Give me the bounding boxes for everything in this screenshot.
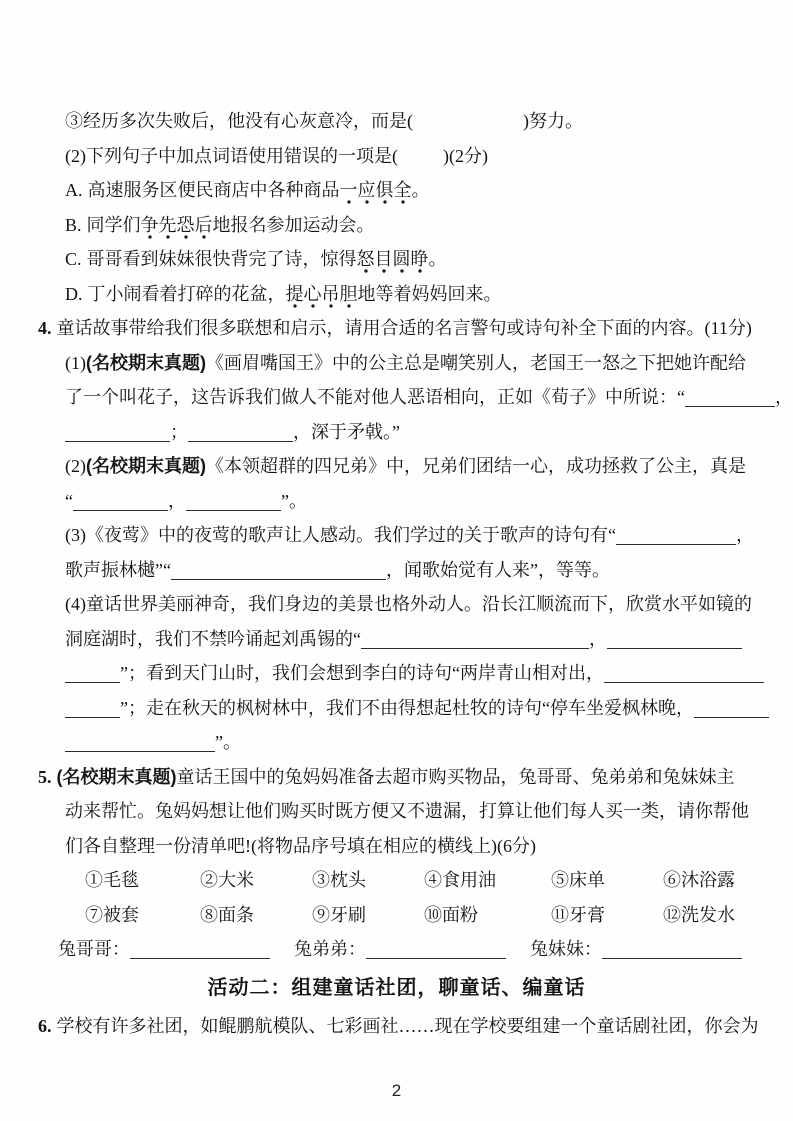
- q4-sub3-text2-end: ，闻歌始觉有人来”，等等。: [385, 559, 610, 580]
- q4-sub3-answer-blank-2: [171, 563, 386, 580]
- q4-stem-text: 童话故事带给我们很多联想和启示，请用合适的名言警句或诗句补全下面的内容。(11分): [56, 318, 752, 338]
- q5-stem-line1: [38, 760, 755, 795]
- q3-item3-text-pre: ③经历多次失败后，他没有心灰意冷，而是(: [65, 111, 413, 131]
- option-d: [38, 277, 755, 312]
- item-rice: ②大米: [200, 870, 254, 890]
- item-blanket: ①毛毯: [85, 870, 139, 890]
- q5-stem-line2: [38, 794, 755, 829]
- q4-sub1-line3: [38, 415, 755, 450]
- answer-blank-younger-brother: [366, 942, 506, 959]
- option-a: [38, 173, 755, 208]
- answer-group-sister: [530, 932, 742, 967]
- option-c: [38, 242, 755, 277]
- q4-sub1-text1: 《画眉嘴国王》中的公主总是嘲笑别人，老国王一怒之下把她许配给: [206, 352, 746, 373]
- q5-text1: 童话王国中的兔妈妈准备去超市购买物品，兔哥哥、兔弟弟和兔妹妹主: [176, 766, 735, 787]
- q4-sub3-line1: [38, 518, 755, 553]
- q4-sub1-text2: 了一个叫花子，这告诉我们做人不能对他人恶语相向，正如《荀子》中所说：“: [65, 387, 685, 407]
- option-a-label: A.: [65, 180, 83, 200]
- q4-stem: [38, 311, 755, 346]
- q4-sub4-line3: [38, 656, 755, 691]
- answer-blank-sister: [602, 942, 742, 959]
- option-d-text: 丁小闹看着打碎的花盆，: [87, 283, 286, 304]
- q4-sub3-text1-end: ，: [735, 525, 754, 545]
- q4-number: 4.: [38, 318, 52, 338]
- answer-group-younger-brother: [294, 932, 506, 967]
- page-number: 2: [391, 1081, 402, 1100]
- option-b-text-post: 地报名参加运动会。: [212, 214, 375, 235]
- q4-sub1-answer-blank-1: [685, 390, 775, 407]
- option-d-label: D.: [65, 283, 83, 304]
- q6-text1: 学校有许多社团，如鲲鹏航模队、七彩画社……现在学校要组建一个童话剧社团，你会为: [56, 1015, 759, 1036]
- q4-sub1-text3-end: ，深于矛戟。”: [293, 421, 400, 442]
- option-c-text-post: 。: [428, 249, 447, 269]
- q4-sub3-line2: [38, 553, 755, 588]
- option-a-text: 高速服务区便民商店中各种商品: [87, 180, 340, 200]
- q4-sub1-answer-blank-3: [188, 425, 293, 442]
- answer-group-brother: [58, 932, 270, 967]
- q4-sub4-answer-blank-3: [65, 666, 120, 683]
- q4-sub1-text3-mid: ；: [170, 421, 188, 442]
- q4-sub1-label: (1): [65, 352, 86, 373]
- q4-sub4-answer-blank-6: [694, 701, 769, 718]
- item-noodles: ⑧面条: [200, 904, 254, 925]
- q4-sub1-line2: [38, 380, 793, 415]
- q4-sub4-text2: 洞庭湖时，我们不禁吟诵起刘禹锡的“: [65, 628, 361, 649]
- q5-stem-line3: [38, 829, 755, 864]
- q4-sub2-answer-blank-2: [186, 494, 281, 511]
- q4-sub4-line5: [38, 725, 755, 760]
- item-pillow: ③枕头: [312, 870, 366, 890]
- option-c-text: 哥哥看到妹妹很快背完了诗，惊得: [86, 249, 357, 269]
- q4-sub3-text1: (3)《夜莺》中的夜莺的歌声让人感动。我们学过的关于歌声的诗句有“: [65, 525, 616, 545]
- q3-sub2-stem-pre: (2)下列句子中加点词语使用错误的一项是(: [65, 145, 398, 166]
- q4-sub4-answer-blank-2: [607, 632, 742, 649]
- q3-sub2-stem: [38, 139, 755, 174]
- q5-source-tag: (名校期末真题): [56, 766, 177, 787]
- q4-sub4-line2: [38, 622, 755, 657]
- q4-sub4-answer-blank-4: [604, 666, 764, 683]
- option-a-emphasized-word: 一应俱全: [340, 180, 412, 205]
- q4-sub4-line4: [38, 691, 755, 726]
- q5-items-row-2: [38, 898, 755, 933]
- q4-sub4-text3: ”；看到天门山时，我们会想到李白的诗句“两岸青山相对出，: [120, 663, 604, 683]
- q4-sub4-text4: ”；走在秋天的枫树林中，我们不由得想起杜牧的诗句“停车坐爱枫林晚，: [120, 697, 694, 718]
- q3-item3-line: [38, 104, 755, 139]
- q6-stem-line1: [38, 1009, 759, 1044]
- option-d-emphasized-word: 提心吊胆: [286, 284, 358, 309]
- q3-item3-text-post: )努力。: [523, 111, 583, 131]
- q5-number: 5.: [38, 766, 52, 787]
- q4-sub1-source-tag: (名校期末真题): [86, 352, 206, 373]
- item-shampoo: ⑫洗发水: [663, 904, 735, 925]
- q4-sub2-line2: [38, 484, 755, 519]
- q4-sub3-answer-blank-1: [616, 528, 736, 545]
- q6-number: 6.: [38, 1015, 52, 1036]
- q5-text3: 们各自整理一份清单吧!(将物品序号填在相应的横线上)(6分): [65, 835, 536, 856]
- q3-sub2-stem-post: )(2分): [442, 145, 488, 166]
- option-a-text-post: 。: [411, 180, 430, 200]
- section-2-title: 活动二：组建童话社团，聊童话、编童话: [207, 976, 586, 999]
- option-c-label: C.: [65, 249, 82, 269]
- q5-items-row-1: [38, 863, 755, 898]
- answer-label-brother: 兔哥哥：: [58, 939, 130, 959]
- q4-sub4-text1: (4)童话世界美丽神奇，我们身边的美景也格外动人。沿长江顺流而下，欣赏水平如镜的: [65, 594, 752, 614]
- q4-sub2-source-tag: (名校期末真题): [86, 456, 206, 476]
- item-cooking-oil: ④食用油: [424, 870, 496, 890]
- q4-sub1-line1: [38, 346, 755, 381]
- q4-sub4-line1: [38, 587, 755, 622]
- answer-label-younger-brother: 兔弟弟：: [294, 939, 366, 959]
- q4-sub4-answer-blank-7: [65, 735, 215, 752]
- q4-sub1-text2-end: ，: [775, 387, 793, 407]
- q4-sub2-open-quote: “: [65, 490, 73, 511]
- answer-label-sister: 兔妹妹：: [530, 939, 602, 959]
- q4-sub1-answer-blank-2: [65, 425, 170, 442]
- item-toothbrush: ⑨牙刷: [312, 904, 366, 925]
- q4-sub3-text2: 歌声振林樾”“: [65, 559, 171, 580]
- q4-sub2-line1: [38, 449, 755, 484]
- option-d-text-post: 地等着妈妈回来。: [357, 283, 502, 304]
- q5-answers-row: [38, 932, 755, 967]
- option-b-text: 同学们: [86, 214, 141, 235]
- q4-sub2-comma: ，: [168, 490, 186, 511]
- q5-text2: 动来帮忙。兔妈妈想让他们购买时既方便又不遗漏，打算让他们每人买一类，请你帮他: [65, 801, 749, 821]
- item-flour: ⑩面粉: [424, 904, 478, 925]
- q4-sub2-close-quote: ”。: [281, 490, 307, 511]
- item-body-wash: ⑥沐浴露: [663, 870, 735, 890]
- q4-sub4-comma: ，: [589, 628, 607, 649]
- q4-sub2-answer-blank-1: [73, 494, 168, 511]
- option-b-emphasized-word: 争先恐后: [141, 215, 213, 240]
- item-toothpaste: ⑪牙膏: [551, 904, 605, 925]
- answer-blank-brother: [130, 942, 270, 959]
- q4-sub4-answer-blank-1: [361, 632, 589, 649]
- q4-sub2-label: (2): [65, 456, 86, 476]
- q4-sub4-answer-blank-5: [65, 701, 120, 718]
- option-b-label: B.: [65, 214, 82, 235]
- item-bedsheet: ⑤床单: [551, 870, 605, 890]
- option-b: [38, 208, 755, 243]
- q4-sub2-text1: 《本领超群的四兄弟》中，兄弟们团结一心，成功拯救了公主，真是: [206, 456, 746, 476]
- q4-sub4-text5: ”。: [215, 732, 241, 752]
- option-c-emphasized-word: 怒目圆睁: [357, 249, 429, 274]
- item-quilt-cover: ⑦被套: [85, 904, 139, 925]
